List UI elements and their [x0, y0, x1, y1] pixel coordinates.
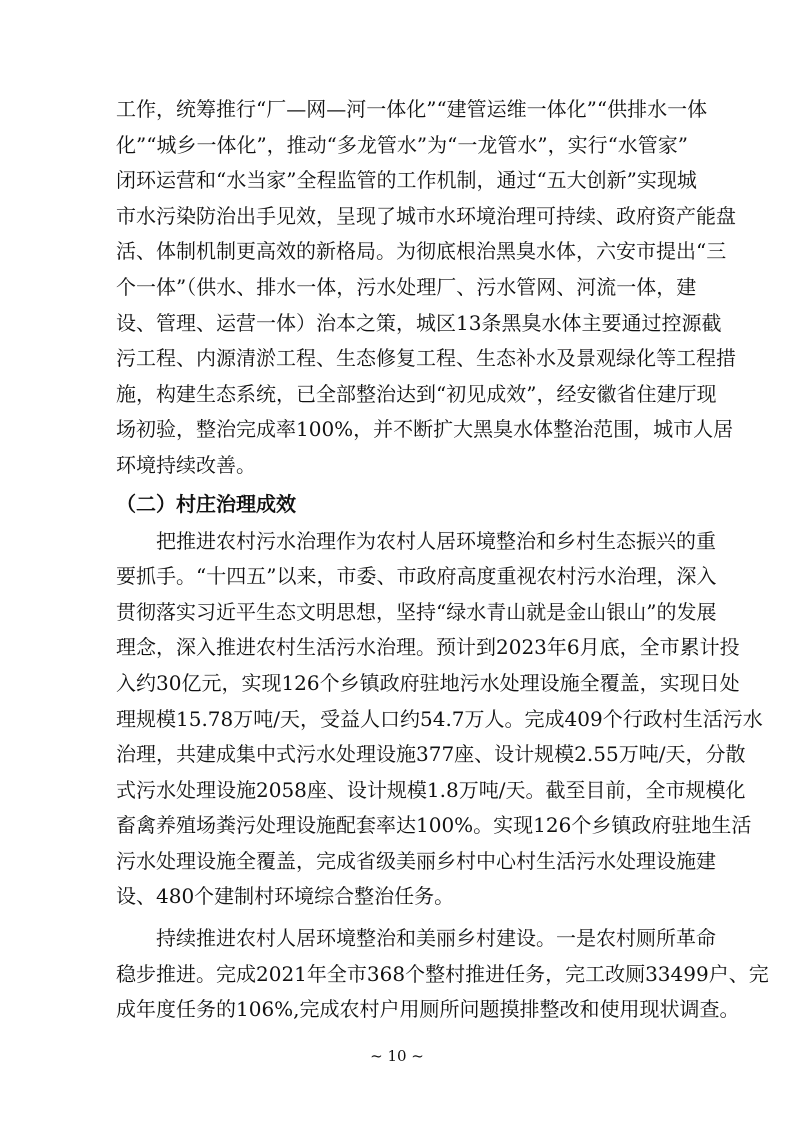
section-heading: （二）村庄治理成效: [116, 491, 296, 516]
text-line: 场初验，整治完成率100%，并不断扩大黑臭水体整治范围，城市人居: [116, 417, 734, 442]
text-line: 污工程、内源清淤工程、生态修复工程、生态补水及景观绿化等工程措: [116, 346, 736, 371]
text-line: 入约30亿元，实现126个乡镇政府驻地污水处理设施全覆盖，实现日处: [116, 670, 740, 695]
text-line: 畜禽养殖场粪污处理设施配套率达100%。实现126个乡镇政府驻地生活: [116, 813, 752, 838]
paragraph-urban-governance: [116, 92, 736, 484]
page-number: ~ 10 ~: [370, 1047, 424, 1065]
text-line: 环境持续改善。: [116, 452, 256, 477]
text-line: 持续推进农村人居环境整治和美丽乡村建设。一是农村厕所革命: [156, 926, 716, 951]
text-line: 稳步推进。完成2021年全市368个整村推进任务，完工改厕33499户、完: [116, 961, 769, 986]
text-line: 活、体制机制更高效的新格局。为彻底根治黑臭水体，六安市提出“三: [116, 239, 727, 264]
text-line: 成年度任务的106%,完成农村户用厕所问题摸排整改和使用现状调查。: [116, 997, 740, 1022]
text-line: 要抓手。“十四五”以来，市委、市政府高度重视农村污水治理，深入: [116, 564, 717, 589]
text-line: 个一体”（供水、排水一体，污水处理厂、污水管网、河流一体，建: [116, 274, 697, 299]
text-line: 工作，统筹推行“厂—网—河一体化”“建管运维一体化”“供排水一体: [116, 97, 708, 121]
text-line: 市水污染防治出手见效，呈现了城市水环境治理可持续、政府资产能盘: [116, 203, 736, 228]
document-body: [116, 92, 769, 1028]
text-line: 化”“城乡一体化”，推动“多龙管水”为“一龙管水”，实行“水管家”: [116, 132, 689, 157]
text-line: 污水处理设施全覆盖，完成省级美丽乡村中心村生活污水处理设施建: [116, 848, 716, 873]
text-line: 式污水处理设施2058座、设计规模1.8万吨/天。截至目前，全市规模化: [116, 777, 746, 802]
paragraph-rural-environment: [116, 921, 769, 1028]
text-line: 闭环运营和“水当家”全程监管的工作机制，通过“五大创新”实现城: [116, 168, 697, 193]
text-line: 设、管理、运营一体）治本之策，城区13条黑臭水体主要通过控源截: [116, 310, 722, 335]
text-line: 理念，深入推进农村生活污水治理。预计到2023年6月底，全市累计投: [116, 635, 740, 660]
text-line: 贯彻落实习近平生态文明思想，坚持“绿水青山就是金山银山”的发展: [116, 599, 717, 624]
paragraph-village-governance: [116, 524, 763, 916]
text-line: 理规模15.78万吨/天，受益人口约54.7万人。完成409个行政村生活污水: [116, 706, 763, 731]
text-line: 施，构建生态系统，已全部整治达到“初见成效”，经安徽省住建厅现: [116, 381, 717, 406]
text-line: 设、480个建制村环境综合整治任务。: [116, 884, 455, 909]
text-line: 治理，共建成集中式污水处理设施377座、设计规模2.55万吨/天，分散: [116, 742, 746, 767]
text-line: 把推进农村污水治理作为农村人居环境整治和乡村生态振兴的重: [156, 528, 716, 553]
